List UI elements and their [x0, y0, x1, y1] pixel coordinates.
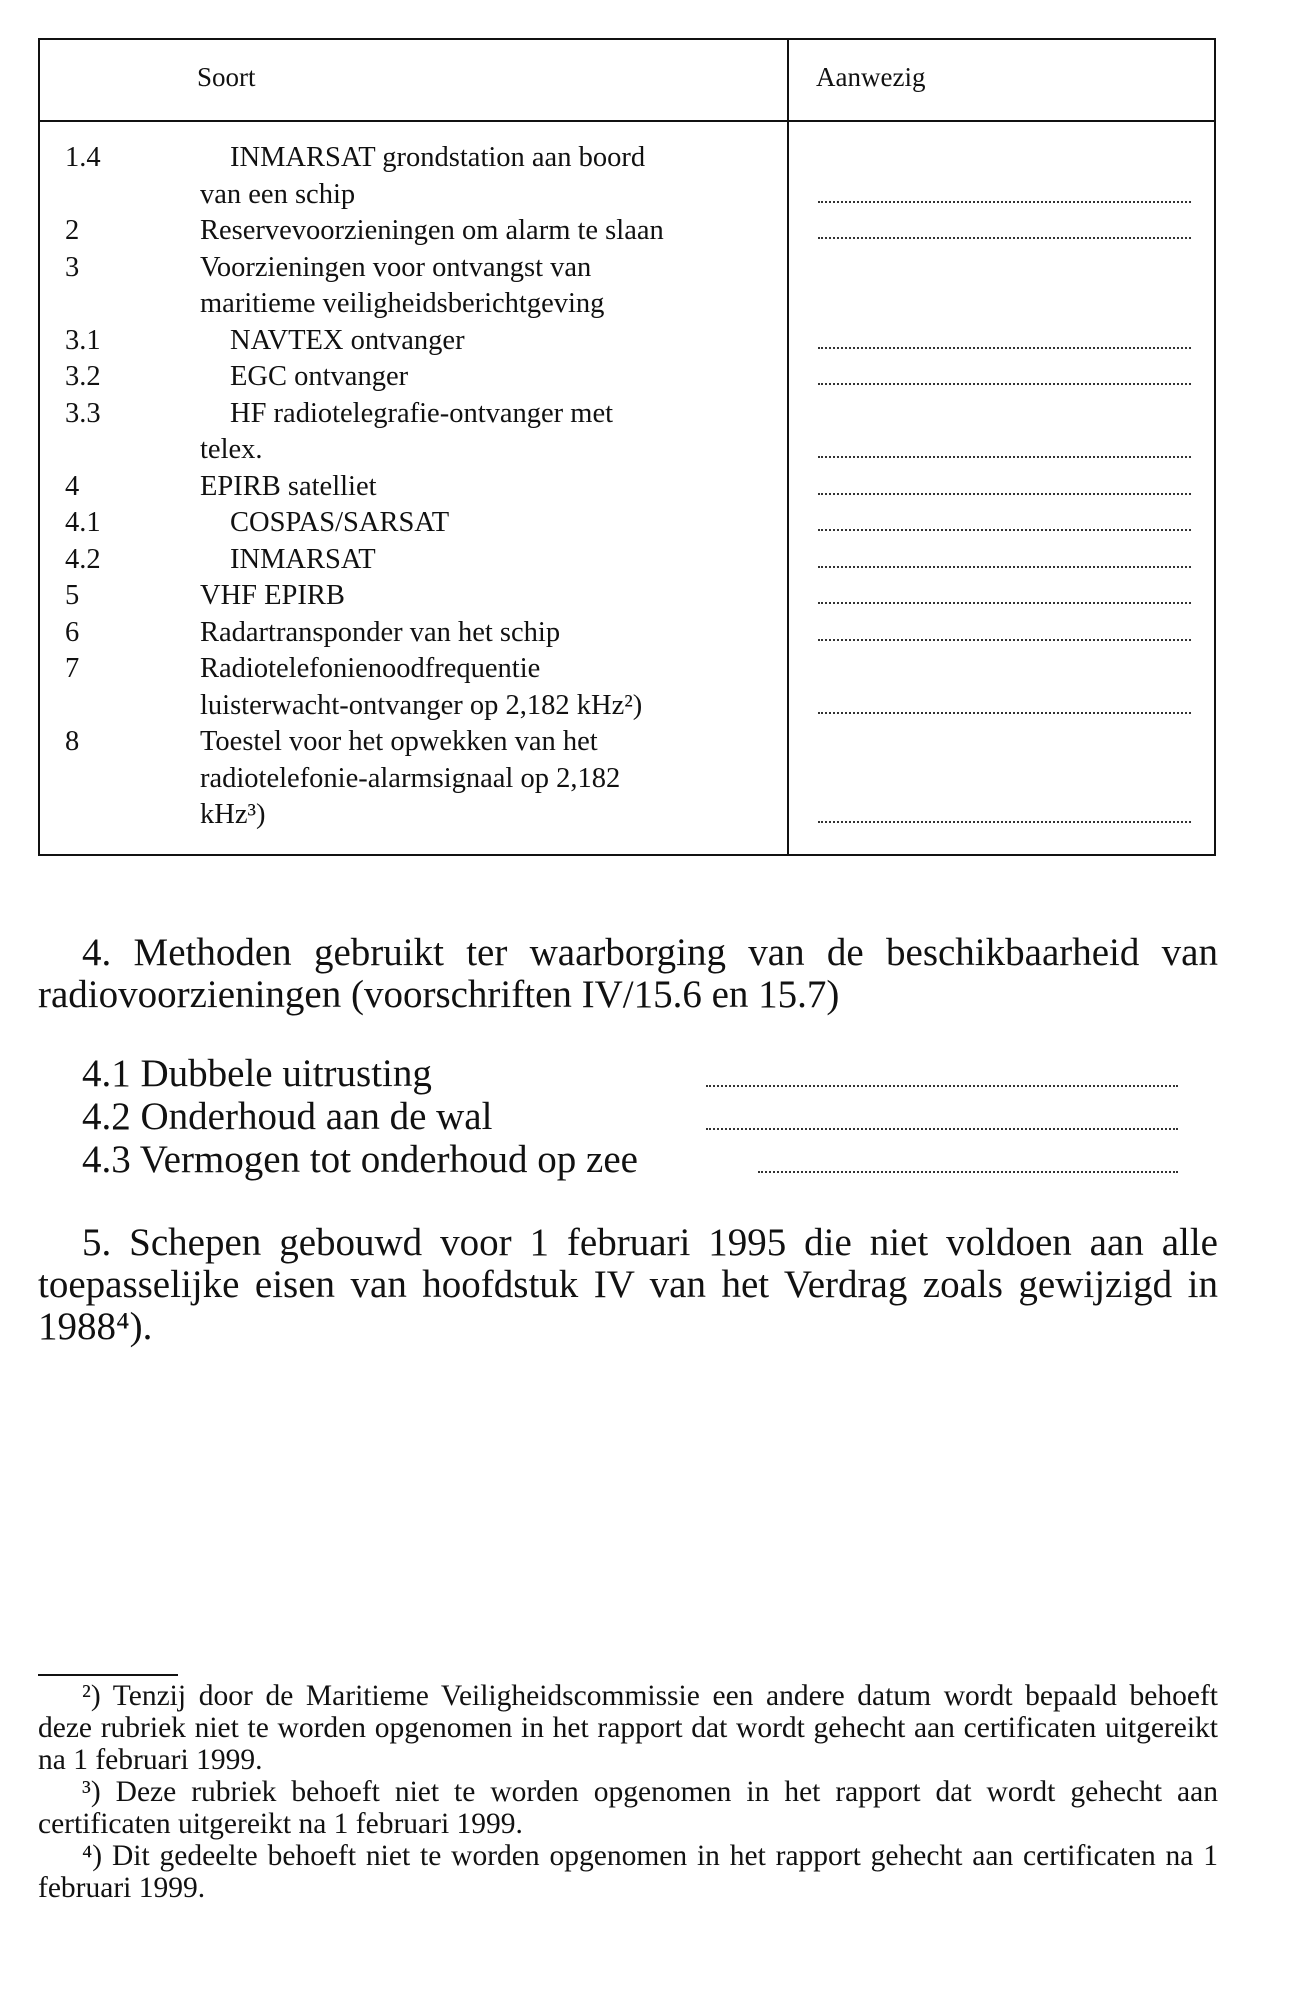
- row-text: van een schip: [200, 178, 356, 210]
- aanwezig-dotted-field: [818, 566, 1191, 568]
- aanwezig-dotted-field: [818, 529, 1191, 531]
- dotted-leader: [706, 1128, 1178, 1130]
- row-number: 4.2: [65, 543, 101, 575]
- table-row: [40, 213, 1214, 250]
- dotted-leader: [758, 1171, 1178, 1173]
- footnote-text: Tenzij door de Maritieme Veiligheidscommissie een andere datum wordt bepaald behoeft deze rubriek niet te worden opgenomen in het rapport dat wordt gehecht aan certificaten uitgereikt na 1 februari 1999.: [38, 1680, 1218, 1776]
- row-line: [40, 213, 1214, 250]
- row-text: INMARSAT: [230, 543, 376, 575]
- row-number: 6: [65, 616, 80, 648]
- row-text: maritieme veiligheidsberichtgeving: [200, 288, 605, 319]
- row-line: [40, 469, 1214, 506]
- table-row: [40, 724, 1214, 834]
- row-text: Toestel voor het opwekken van het: [200, 726, 598, 757]
- dotted-leader: [706, 1085, 1178, 1087]
- row-text: telex.: [200, 434, 263, 465]
- table-row: [40, 359, 1214, 396]
- row-line: [40, 432, 1214, 469]
- table-row: [40, 323, 1214, 360]
- footnote-4: [38, 1840, 1218, 1904]
- row-text: kHz³): [200, 799, 266, 830]
- header-divider: [40, 120, 1214, 122]
- aanwezig-dotted-field: [818, 712, 1191, 714]
- header-soort: Soort: [197, 62, 256, 92]
- row-line: [40, 286, 1214, 323]
- table-row: [40, 615, 1214, 652]
- row-line: [40, 761, 1214, 798]
- row-number: 2: [65, 215, 80, 246]
- equipment-table: [38, 38, 1216, 856]
- aanwezig-dotted-field: [818, 237, 1191, 239]
- row-text: radiotelefonie-alarmsignaal op 2,182: [200, 762, 621, 794]
- row-line: [40, 359, 1214, 396]
- table-row: [40, 578, 1214, 615]
- row-number: 3.3: [65, 397, 101, 429]
- row-number: 5: [65, 580, 80, 611]
- table-row: [40, 651, 1214, 724]
- row-text: Radiotelefonienoodfrequentie: [200, 653, 541, 684]
- footnote-text: Dit gedeelte behoeft niet te worden opgenomen in het rapport gehecht aan certificaten na 1 februari 1999.: [38, 1840, 1218, 1904]
- row-line: [40, 797, 1214, 834]
- item-4-1: [38, 1052, 1218, 1095]
- row-number: 8: [65, 726, 80, 757]
- row-text: Voorzieningen voor ontvangst van: [200, 251, 592, 283]
- item-4-3: [38, 1138, 1218, 1181]
- item-label: 4.2 Onderhoud aan de wal: [82, 1095, 493, 1138]
- row-number: 4: [65, 470, 80, 502]
- row-text: EGC ontvanger: [230, 361, 409, 392]
- section-4-heading: 4. Methoden gebruikt ter waarborging van de beschikbaarheid van radiovoorzieningen (voorschriften IV/15.6 en 15.7): [38, 931, 1218, 1016]
- table-row: [40, 250, 1214, 323]
- aanwezig-dotted-field: [818, 383, 1191, 385]
- aanwezig-dotted-field: [818, 347, 1191, 349]
- item-label: 4.3 Vermogen tot onderhoud op zee: [82, 1138, 638, 1181]
- table-row: [40, 140, 1214, 213]
- row-line: [40, 323, 1214, 360]
- row-number: 4.1: [65, 507, 101, 538]
- row-line: [40, 250, 1214, 287]
- row-line: [40, 505, 1214, 542]
- row-number: 3.1: [65, 324, 101, 356]
- footnote-text: Deze rubriek behoeft niet te worden opgenomen in het rapport dat wordt gehecht aan certificaten uitgereikt na 1 februari 1999.: [38, 1776, 1218, 1840]
- row-text: Radartransponder van het schip: [200, 616, 561, 648]
- row-text: HF radiotelegrafie-ontvanger met: [230, 397, 614, 429]
- row-line: [40, 688, 1214, 725]
- footnote-mark: ²): [82, 1680, 101, 1712]
- row-text: NAVTEX ontvanger: [230, 324, 465, 356]
- section-4: [38, 932, 1218, 1016]
- row-line: [40, 396, 1214, 433]
- table-row: [40, 396, 1214, 469]
- section-4-items: [38, 1052, 1218, 1181]
- row-line: [40, 651, 1214, 688]
- row-number: 7: [65, 653, 80, 684]
- aanwezig-dotted-field: [818, 201, 1191, 203]
- row-line: [40, 578, 1214, 615]
- row-line: [40, 542, 1214, 579]
- aanwezig-dotted-field: [818, 821, 1191, 823]
- footnote-rule: [38, 1674, 178, 1676]
- table-row: [40, 542, 1214, 579]
- row-text: INMARSAT grondstation aan boord: [230, 142, 646, 173]
- row-text: luisterwacht-ontvanger op 2,182 kHz²): [200, 689, 643, 721]
- table-row: [40, 469, 1214, 506]
- row-number: 3: [65, 251, 80, 283]
- row-text: VHF EPIRB: [200, 580, 345, 611]
- footnotes: [38, 1680, 1218, 1904]
- row-number: 1.4: [65, 142, 101, 173]
- item-4-2: [38, 1095, 1218, 1138]
- table-row: [40, 505, 1214, 542]
- row-line: [40, 177, 1214, 214]
- row-line: [40, 724, 1214, 761]
- aanwezig-dotted-field: [818, 456, 1191, 458]
- footnote-mark: ³): [82, 1776, 101, 1808]
- footnote-3: [38, 1776, 1218, 1840]
- aanwezig-dotted-field: [818, 602, 1191, 604]
- row-line: [40, 615, 1214, 652]
- row-text: EPIRB satelliet: [200, 470, 377, 502]
- footnote-2: [38, 1680, 1218, 1776]
- row-text: Reservevoorzieningen om alarm te slaan: [200, 215, 664, 246]
- aanwezig-dotted-field: [818, 493, 1191, 495]
- table-rows: [40, 140, 1214, 834]
- aanwezig-dotted-field: [818, 639, 1191, 641]
- header-aanwezig: Aanwezig: [816, 62, 926, 92]
- item-label: 4.1 Dubbele uitrusting: [82, 1052, 432, 1095]
- row-number: 3.2: [65, 361, 101, 392]
- row-text: COSPAS/SARSAT: [230, 507, 450, 538]
- section-5: 5. Schepen gebouwd voor 1 februari 1995 die niet voldoen aan alle toepasselijke eisen van hoofdstuk IV van het Verdrag zoals gewijzigd in 1988⁴).: [38, 1221, 1218, 1348]
- row-line: [40, 140, 1214, 177]
- footnote-mark: ⁴): [82, 1840, 103, 1872]
